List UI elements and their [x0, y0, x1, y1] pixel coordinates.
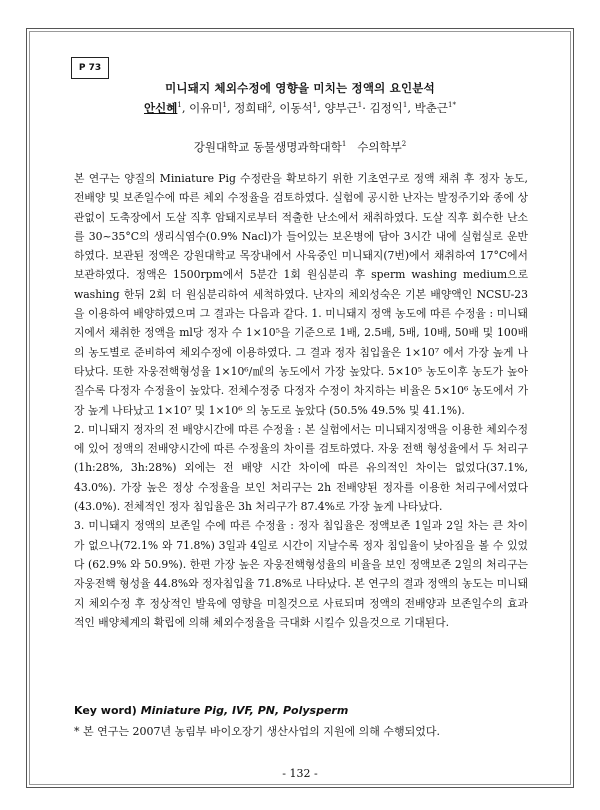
- affiliation-sup: 2: [401, 140, 407, 149]
- abstract-body: [74, 169, 528, 632]
- affiliation-2: 수의학부: [357, 140, 402, 154]
- author-sup: 1: [312, 101, 318, 110]
- paragraph: 2. 미니돼지 정자의 전 배양시간에 따른 수정율 : 본 실험에서는 미니돼지정액을 이용한 체외수정에 있어 정액의 전배양시간에 따른 수정율의 차이를 검토하였다. 자웅 전핵 형성율에서 두 처리구 (1h:28%, 3h:28%) 외에는 전 배양 시간 차이에 따른 유의적인 차이는 없었다(37.1%, 43.0%). 가장 높은 정상 수정율을 보인 처리구는 2h 전배양된 정자를 이용한 처리구에서였다(43.0%). 전체적인 정자 침입율은 3h 처리구가 87.4%로 가장 높게 나타났다.: [74, 422, 528, 514]
- author: 김정익: [369, 101, 403, 115]
- keywords-label: Key word): [74, 704, 137, 717]
- paragraph: 본 연구는 양질의 Miniature Pig 수정란을 확보하기 위한 기초연구로 정액 채취 후 정자 농도, 전배양 및 보존일수에 따른 체외 수정율을 검토하였다. 실험에 공시한 난자는 발정주기와 종에 상관없이 도축장에서 도살 직후 암돼지로부터 적출한 난소에서 채취하였다. 도살 직후 회수한 난소를 30~35°C의 생리식염수(0.9% Nacl)가 들어있는 보온병에 담아 3시간 내에 실험실로 운반하였다. 보관된 정액은 강원대학교 목장내에서 사육중인 미니돼지(7번)에서 채취하여 17°C에서 보관하였다. 정액은 1500rpm에서 5분간 1회 원심분리 후 sperm washing medium으로 washing 한뒤 2회 더 원심분리하여 세척하였다. 난자의 체외성숙은 기본 배양액인 NCSU-23을 이용하여 배양하였으며 그 결과는 다음과 같다. 1. 미니돼지 정액 농도에 따른 수정율 : 미니돼지에서 채취한 정액을 ml당 정자 수 1×10⁵을 기준으로 1배, 2.5배, 5배, 10배, 50배 및 100배의 농도별로 준비하여 체외수정에 이용하였다. 그 결과 정자 침입율은 1×10⁷ 에서 가장 높게 나타났다. 또한 자웅전핵형성율 1×10⁶/㎖의 농도에서 가장 높았다. 5×10⁵ 농도이후 농도가 높아질수록 다정자 수정율이 높았다. 전체수정중 다정자 수정이 차지하는 비율은 5×10⁶ 농도에서 가장 높게 나타났고 1×10⁷ 및 1×10⁶ 의 농도로 높았다 (50.5% 49.5% 및 41.1%).: [74, 172, 528, 417]
- first-author-sup: 1: [177, 101, 182, 110]
- keywords: [74, 704, 348, 717]
- paper-title: 미니돼지 체외수정에 영향을 미치는 정액의 요인분석: [165, 81, 435, 95]
- author-sup: 1*: [448, 101, 456, 110]
- keywords-value: Miniature Pig, IVF, PN, Polysperm: [140, 704, 349, 717]
- page-number: - 132 -: [282, 767, 318, 780]
- author-sup: 1: [402, 101, 408, 110]
- author: 정희태: [234, 101, 268, 115]
- abstract-code: P 73: [71, 57, 109, 79]
- author: 박춘근: [414, 101, 448, 115]
- author-sup: 1: [222, 101, 227, 110]
- author: 이동석: [279, 101, 313, 115]
- affiliation-sup: 1: [341, 140, 347, 149]
- author-sup: 2: [267, 101, 273, 110]
- affiliation: [72, 139, 528, 155]
- author-sup: 1: [357, 101, 363, 110]
- author-list: 안신혜$^1$, 이유미$^1$, 정희태$^2$, 이동석$^1$, 양부근$^1$· 김정익$^1$, 박춘근$^{1*}$: [144, 101, 456, 115]
- author: 양부근: [324, 101, 358, 115]
- first-author: 안신혜: [144, 101, 178, 115]
- funding-note: * 본 연구는 2007년 농림부 바이오장기 생산사업의 지원에 의해 수행되었다.: [74, 725, 440, 738]
- affiliation-1: 강원대학교 동물생명과학대학: [193, 140, 342, 154]
- author: 이유미: [189, 101, 223, 115]
- paragraph: 3. 미니돼지 정액의 보존일 수에 따른 수정율 : 정자 침입율은 정액보존 1일과 2일 차는 큰 차이가 없으나(72.1% 와 71.8%) 3일과 4일로 시간이 지날수록 정자 침입율이 낮아짐을 볼 수 있었다 (62.9% 와 50.9%). 한편 가장 높은 자웅전핵형성율의 비율을 보인 정액보존 2일의 처리구는 자웅전핵 형성율 44.8%와 정자침입율 71.8%로 나타났다. 본 연구의 결과 정액의 농도는 미니돼지 체외수정 후 정상적인 발육에 영향을 미칠것으로 사료되며 정액의 전배양과 보존일수의 효과적인 배양체계의 확립에 의해 체외수정율을 극대화 시킬수 있을것으로 기대된다.: [74, 519, 528, 629]
